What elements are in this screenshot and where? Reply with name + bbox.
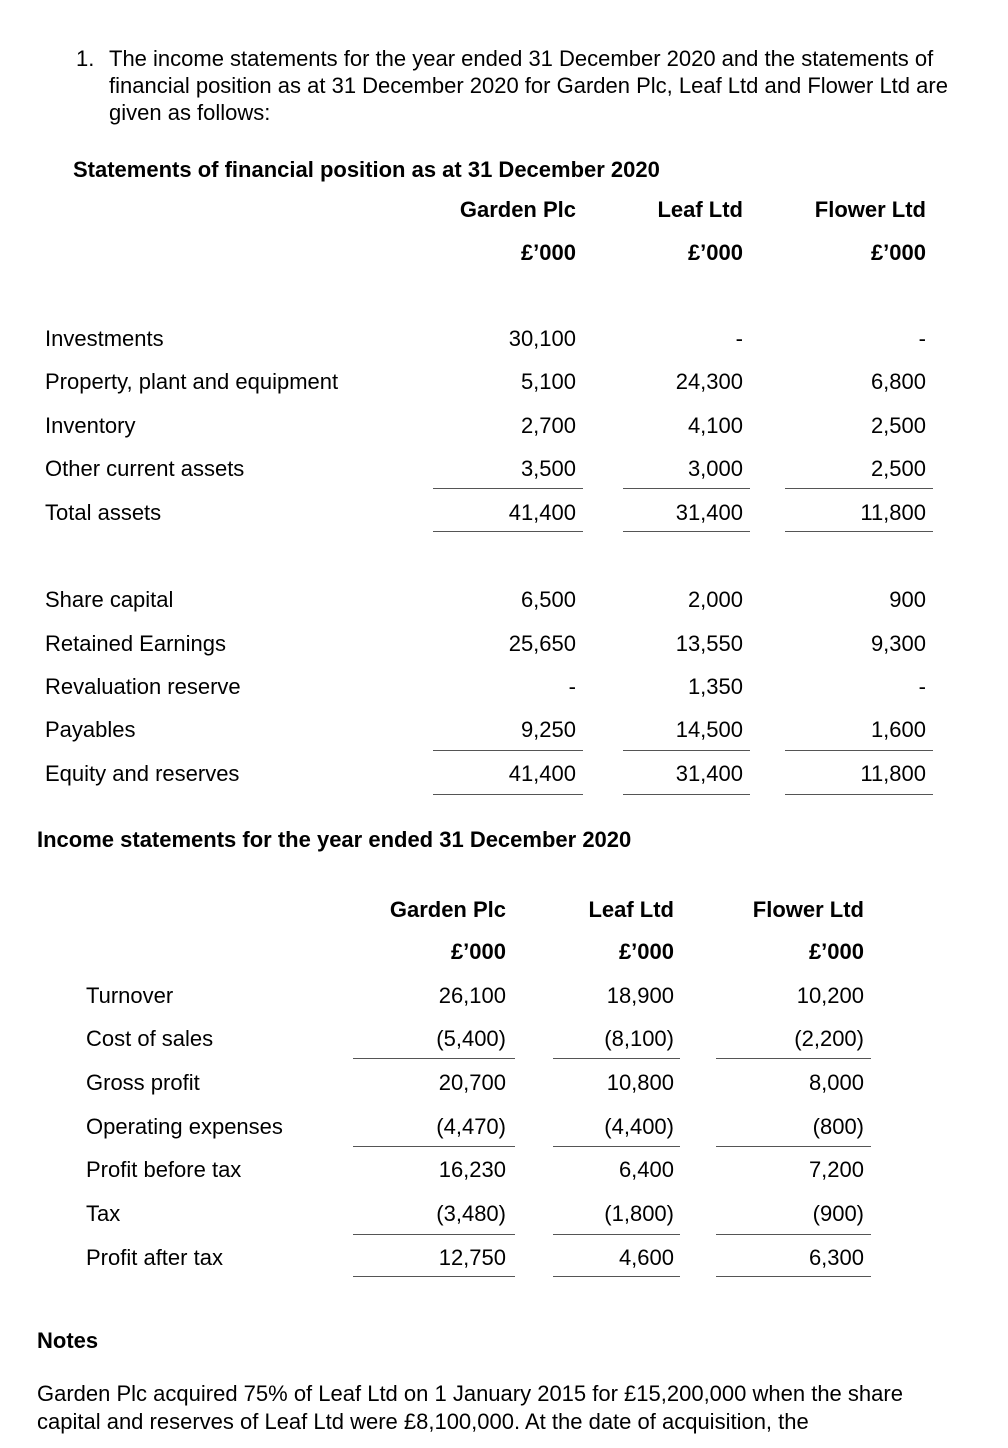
sofp-cell: -: [735, 326, 743, 351]
sofp-cell: 3,000: [687, 456, 743, 481]
subtotal-rule: [433, 488, 583, 489]
sofp-row-label: Investments: [45, 326, 164, 351]
sofp-cell: 3,500: [520, 456, 576, 481]
sofp-cell: 31,400: [675, 761, 743, 786]
total-rule: [623, 531, 750, 532]
notes-text: Garden Plc acquired 75% of Leaf Ltd on 1 January 2015 for £15,200,000 when the share capital and reserves of Leaf Ltd were £8,100,000. At the date of acquisition, the: [37, 1381, 903, 1434]
sofp-cell: 6,800: [870, 369, 926, 394]
sofp-row-label: Inventory: [45, 413, 136, 438]
sofp-cell: 14,500: [675, 717, 743, 742]
income-row-label: Cost of sales: [86, 1026, 214, 1051]
sofp-cell: 1,600: [870, 717, 926, 742]
total-rule: [553, 1276, 680, 1277]
income-unit-leaf: £’000: [618, 939, 674, 964]
sofp-cell: 4,100: [687, 413, 743, 438]
subtotal-rule: [716, 1146, 871, 1147]
income-col-flower: Flower Ltd: [752, 897, 864, 922]
income-cell: (2,200): [794, 1026, 864, 1051]
subtotal-rule: [553, 1146, 680, 1147]
sofp-col-leaf: Leaf Ltd: [657, 197, 743, 222]
income-cell: 10,800: [606, 1070, 674, 1095]
sofp-cell: 41,400: [508, 761, 576, 786]
income-row-label: Operating expenses: [86, 1114, 283, 1139]
income-title: Income statements for the year ended 31 December 2020: [37, 827, 632, 852]
income-row-label: Turnover: [86, 983, 174, 1008]
income-unit-flower: £’000: [808, 939, 864, 964]
sofp-cell: 9,250: [520, 717, 576, 742]
sofp-cell: 900: [889, 587, 926, 612]
sofp-row-label: Share capital: [45, 587, 174, 612]
total-rule: [716, 1276, 871, 1277]
subtotal-rule: [623, 750, 750, 751]
sofp-cell: 2,700: [520, 413, 576, 438]
subtotal-rule: [785, 488, 933, 489]
notes-heading: Notes: [37, 1328, 99, 1353]
total-rule: [623, 794, 750, 795]
sofp-col-flower: Flower Ltd: [814, 197, 926, 222]
income-cell: (800): [812, 1114, 864, 1139]
income-row-label: Gross profit: [86, 1070, 200, 1095]
income-cell: 18,900: [606, 983, 674, 1008]
subtotal-rule: [353, 1234, 515, 1235]
sofp-cell: 30,100: [508, 326, 576, 351]
subtotal-rule: [716, 1058, 871, 1059]
total-rule: [353, 1276, 515, 1277]
income-cell: 26,100: [438, 983, 506, 1008]
sofp-title: Statements of financial position as at 31 December 2020: [73, 157, 660, 182]
income-cell: 6,400: [618, 1157, 674, 1182]
income-cell: (4,400): [604, 1114, 674, 1139]
income-cell: 4,600: [618, 1245, 674, 1270]
subtotal-rule: [433, 750, 583, 751]
sofp-row-label: Total assets: [45, 500, 162, 525]
sofp-unit-flower: £’000: [870, 240, 926, 265]
sofp-row-label: Payables: [45, 717, 136, 742]
subtotal-rule: [353, 1058, 515, 1059]
sofp-cell: 2,000: [687, 587, 743, 612]
income-cell: 7,200: [808, 1157, 864, 1182]
total-rule: [433, 531, 583, 532]
income-cell: (4,470): [436, 1114, 506, 1139]
income-cell: 12,750: [438, 1245, 506, 1270]
income-cell: 10,200: [796, 983, 864, 1008]
sofp-row-label: Revaluation reserve: [45, 674, 241, 699]
income-cell: (3,480): [436, 1201, 506, 1226]
total-rule: [433, 794, 583, 795]
income-cell: 20,700: [438, 1070, 506, 1095]
sofp-unit-garden: £’000: [520, 240, 576, 265]
income-cell: 8,000: [808, 1070, 864, 1095]
income-cell: (5,400): [436, 1026, 506, 1051]
subtotal-rule: [785, 750, 933, 751]
sofp-cell: -: [918, 674, 926, 699]
income-col-leaf: Leaf Ltd: [588, 897, 674, 922]
income-row-label: Profit before tax: [86, 1157, 242, 1182]
sofp-cell: 11,800: [860, 500, 926, 525]
income-cell: 16,230: [438, 1157, 506, 1182]
income-cell: (8,100): [604, 1026, 674, 1051]
income-col-garden: Garden Plc: [389, 897, 506, 922]
subtotal-rule: [553, 1234, 680, 1235]
sofp-cell: 25,650: [508, 631, 576, 656]
sofp-cell: 2,500: [870, 456, 926, 481]
sofp-cell: -: [918, 326, 926, 351]
subtotal-rule: [353, 1146, 515, 1147]
sofp-cell: 41,400: [508, 500, 576, 525]
income-cell: (900): [812, 1201, 864, 1226]
sofp-row-label: Equity and reserves: [45, 761, 240, 786]
sofp-row-label: Property, plant and equipment: [45, 369, 339, 394]
question-text: The income statements for the year ended 31 December 2020 and the statements of financial position as at 31 December 2020 for Garden Plc, Leaf Ltd and Flower Ltd are given as follows:: [109, 46, 948, 125]
income-row-label: Profit after tax: [86, 1245, 223, 1270]
sofp-cell: 5,100: [520, 369, 576, 394]
subtotal-rule: [623, 488, 750, 489]
sofp-cell: 2,500: [870, 413, 926, 438]
sofp-col-garden: Garden Plc: [459, 197, 576, 222]
subtotal-rule: [553, 1058, 680, 1059]
sofp-row-label: Retained Earnings: [45, 631, 227, 656]
total-rule: [785, 531, 933, 532]
sofp-cell: 31,400: [675, 500, 743, 525]
sofp-cell: 24,300: [675, 369, 743, 394]
sofp-cell: -: [568, 674, 576, 699]
sofp-row-label: Other current assets: [45, 456, 245, 481]
total-rule: [785, 794, 933, 795]
income-row-label: Tax: [86, 1201, 121, 1226]
question-number: 1.: [76, 46, 95, 71]
sofp-cell: 1,350: [687, 674, 743, 699]
subtotal-rule: [716, 1234, 871, 1235]
sofp-cell: 9,300: [870, 631, 926, 656]
sofp-unit-leaf: £’000: [687, 240, 743, 265]
income-cell: 6,300: [808, 1245, 864, 1270]
sofp-cell: 13,550: [675, 631, 743, 656]
income-cell: (1,800): [604, 1201, 674, 1226]
sofp-cell: 6,500: [520, 587, 576, 612]
sofp-cell: 11,800: [860, 761, 926, 786]
income-unit-garden: £’000: [450, 939, 506, 964]
